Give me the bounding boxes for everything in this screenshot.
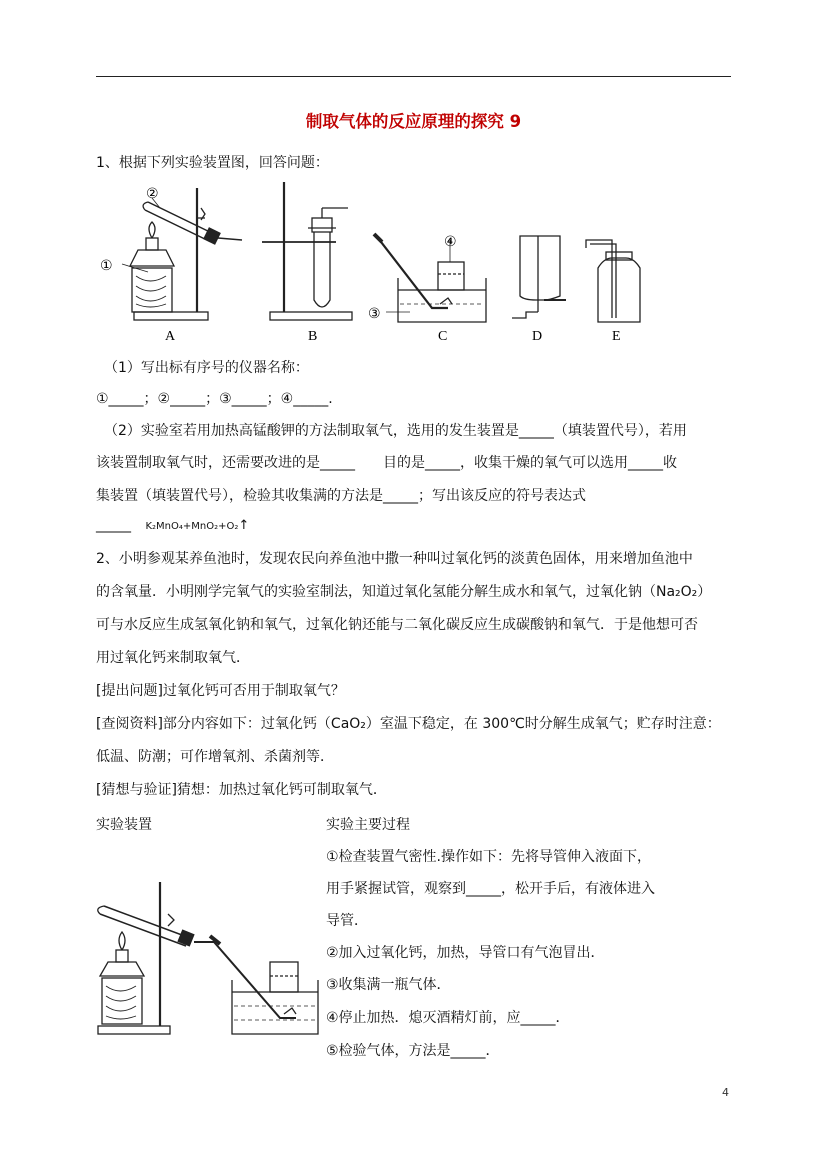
q2-info2: 低温、防潮；可作增氧剂、杀菌剂等． [96,749,334,765]
step-1a: ①检查装置气密性.操作如下：先将导管伸入液面下， [326,849,651,865]
marker-1: ① [100,258,113,274]
step-1c: 导管． [326,913,368,929]
page-number: 4 [722,1086,729,1099]
col-apparatus-heading: 实验装置 [96,817,152,833]
col-process-heading: 实验主要过程 [326,817,410,833]
label-d: D [532,329,543,344]
page-title: 制取气体的反应原理的探究 9 [305,112,522,131]
q2-info1: [查阅资料]部分内容如下：过氧化钙（CaO₂）室温下稳定，在 300℃时分解生成氧气；贮存时注意： [96,716,721,732]
q1-part1-blanks: ①_____；②_____；③_____；④_____. [96,391,333,407]
q2-line4: 用过氧化钙来制取氧气． [96,650,250,666]
q2-line2: 的含氧量．小明刚学完氧气的实验室制法，知道过氧化氢能分解生成水和氧气，过氧化钠（Na₂O₂） [96,584,712,600]
q2-guess: [猜想与验证]猜想：加热过氧化钙可制取氧气． [96,782,387,798]
label-e: E [612,329,621,344]
marker-4: ④ [444,234,457,250]
q1-stem: 1、根据下列实验装置图，回答问题： [96,155,329,171]
label-c: C [438,329,448,344]
q1-part1-title: （1）写出标有序号的仪器名称： [104,360,309,376]
q2-line1: 2、小明参观某养鱼池时，发现农民向养鱼池中撒一种叫过氧化钙的淡黄色固体，用来增加鱼池中 [96,551,693,567]
q2-ask: [提出问题]过氧化钙可否用于制取氧气？ [96,683,345,699]
q1-part2-line2: 该装置制取氧气时，还需要改进的是_____ 目的是_____，收集干燥的氧气可以选用_____收 [96,455,677,471]
q1-part2-blank: _____ [96,517,131,533]
reaction-formula: K₂MnO₄+MnO₂+O₂ [145,521,239,532]
label-a: A [165,329,176,344]
q1-part2-line3: 集装置（填装置代号），检验其收集满的方法是_____；写出该反应的符号表达式 [96,488,586,504]
q2-line3: 可与水反应生成氢氧化钠和氧气，过氧化钠还能与二氧化碳反应生成碳酸钠和氧气．于是他想可否 [96,617,698,633]
marker-2: ② [146,186,159,202]
marker-3: ③ [368,306,381,322]
step-4: ④停止加热．熄灭酒精灯前，应_____． [326,1010,570,1026]
step-1b: 用手紧握试管，观察到_____，松开手后，有液体进入 [326,881,655,897]
step-2: ②加入过氧化钙，加热，导管口有气泡冒出． [326,945,605,961]
step-5: ⑤检验气体，方法是_____． [326,1043,500,1059]
q1-part2-line1: （2）实验室若用加热高锰酸钾的方法制取氧气，选用的发生装置是_____（填装置代号），若用 [104,423,687,439]
step-3: ③收集满一瓶气体． [326,977,451,993]
label-b: B [308,329,318,344]
gas-arrow: ↑ [238,518,250,533]
